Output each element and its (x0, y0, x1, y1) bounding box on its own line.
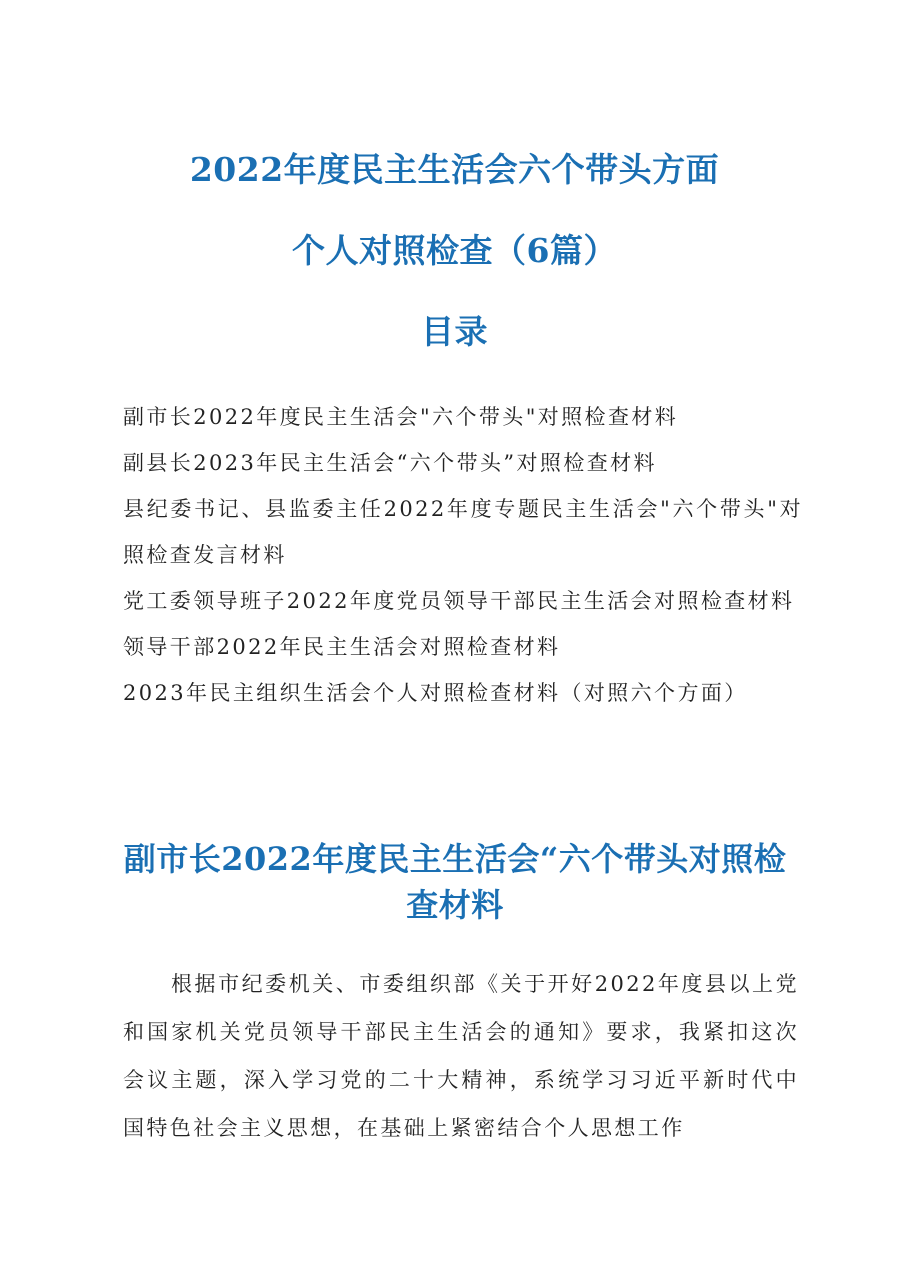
document-title-line1: 2022年度民主生活会六个带头方面 (189, 150, 720, 189)
toc-item[interactable]: 2023年民主组织生活会个人对照检查材料（对照六个方面） (123, 681, 748, 705)
section-title: 副市长2022年度民主生活会“六个带头对照检查材料 (123, 840, 787, 924)
toc-item[interactable]: 领导干部2022年民主生活会对照检查材料 (123, 635, 561, 659)
toc-item[interactable]: 县纪委书记、县监委主任2022年度专题民主生活会"六个带头"对照检查发言材料 (123, 497, 803, 567)
table-of-contents (123, 394, 803, 716)
toc-heading: 目录 (421, 312, 488, 351)
toc-item[interactable]: 党工委领导班子2022年度党员领导干部民主生活会对照检查材料 (123, 589, 795, 613)
document-title-line2: 个人对照检查（6篇） (292, 231, 617, 270)
section-paragraph: 根据市纪委机关、市委组织部《关于开好2022年度县以上党和国家机关党员领导干部民主生活会的通知》要求，我紧扣这次会议主题，深入学习党的二十大精神，系统学习习近平新时代中国特色社会主义思想，在基础上紧密结合个人思想工作 (123, 972, 799, 1140)
toc-item[interactable]: 副县长2023年民主生活会“六个带头”对照检查材料 (123, 451, 657, 475)
toc-item[interactable]: 副市长2022年度民主生活会"六个带头"对照检查材料 (123, 405, 679, 429)
